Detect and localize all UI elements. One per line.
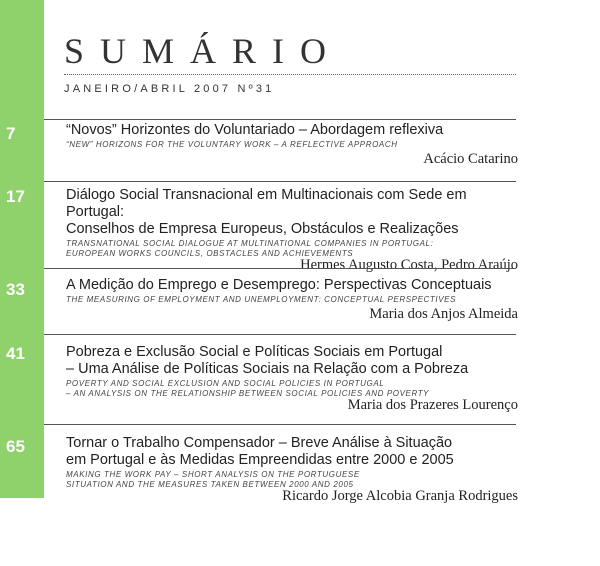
issue-date: JANEIRO/ABRIL 2007 Nº31 (64, 83, 275, 95)
article-title: “Novos” Horizontes do Voluntariado – Abordagem reflexiva (66, 122, 444, 138)
toc-entry[interactable] (66, 122, 518, 168)
page-number: 65 (6, 437, 25, 456)
green-sidebar (0, 0, 44, 498)
article-title-line: Pobreza e Exclusão Social e Políticas Sociais em Portugal (66, 344, 443, 360)
page-number: 17 (6, 187, 25, 206)
entry-divider (44, 424, 516, 425)
article-english-title-line: EUROPEAN WORKS COUNCILS, OBSTACLES AND ACHIEVEMENTS (66, 249, 354, 258)
article-title: A Medição do Emprego e Desemprego: Perspectivas Conceptuais (66, 277, 492, 293)
page-number: 33 (6, 280, 25, 299)
article-author: Maria dos Anjos Almeida (369, 306, 518, 322)
page-number: 7 (6, 124, 16, 143)
article-author: Acácio Catarino (423, 151, 518, 167)
toc-entry[interactable] (66, 277, 518, 323)
article-english-title: THE MEASURING OF EMPLOYMENT AND UNEMPLOYMENT: CONCEPTUAL PERSPECTIVES (66, 295, 457, 304)
article-english-title-line: SITUATION AND THE MEASURES TAKEN BETWEEN 2000 AND 2005 (66, 480, 354, 489)
article-author: Ricardo Jorge Alcobia Granja Rodrigues (282, 488, 518, 504)
entry-divider (44, 268, 516, 269)
article-title-line: Diálogo Social Transnacional em Multinacionais com Sede em Portugal: (66, 187, 467, 220)
article-title-line: Tornar o Trabalho Compensador – Breve Análise à Situação (66, 435, 453, 451)
entry-divider (44, 181, 516, 182)
toc-entry[interactable] (66, 435, 518, 505)
article-english-title-line: POVERTY AND SOCIAL EXCLUSION AND SOCIAL POLICIES IN PORTUGAL (66, 379, 385, 388)
dotted-divider (64, 74, 516, 75)
entry-divider (44, 119, 516, 120)
article-english-title-line: TRANSNATIONAL SOCIAL DIALOGUE AT MULTINATIONAL COMPANIES IN PORTUGAL: (66, 239, 434, 248)
article-english-title: “NEW” HORIZONS FOR THE VOLUNTARY WORK – A REFLECTIVE APPROACH (66, 140, 398, 149)
page-title: SUMÁRIO (64, 31, 343, 71)
article-author: Maria dos Prazeres Lourenço (347, 397, 518, 413)
entry-divider (44, 334, 516, 335)
article-english-title-line: MAKING THE WORK PAY – SHORT ANALYSIS ON THE PORTUGUESE (66, 470, 360, 479)
page-number: 41 (6, 344, 25, 363)
article-title-line: – Uma Análise de Políticas Sociais na Relação com a Pobreza (66, 361, 469, 377)
article-title-line: Conselhos de Empresa Europeus, Obstáculos e Realizações (66, 221, 459, 237)
article-author: Hermes Augusto Costa, Pedro Araújo (300, 257, 518, 273)
toc-entry[interactable] (66, 187, 518, 274)
toc-entry[interactable] (66, 344, 518, 414)
article-title-line: em Portugal e às Medidas Empreendidas entre 2000 e 2005 (66, 452, 454, 468)
article-english-title-line: – AN ANALYSIS ON THE RELATIONSHIP BETWEEN SOCIAL POLICIES AND POVERTY (66, 389, 430, 398)
